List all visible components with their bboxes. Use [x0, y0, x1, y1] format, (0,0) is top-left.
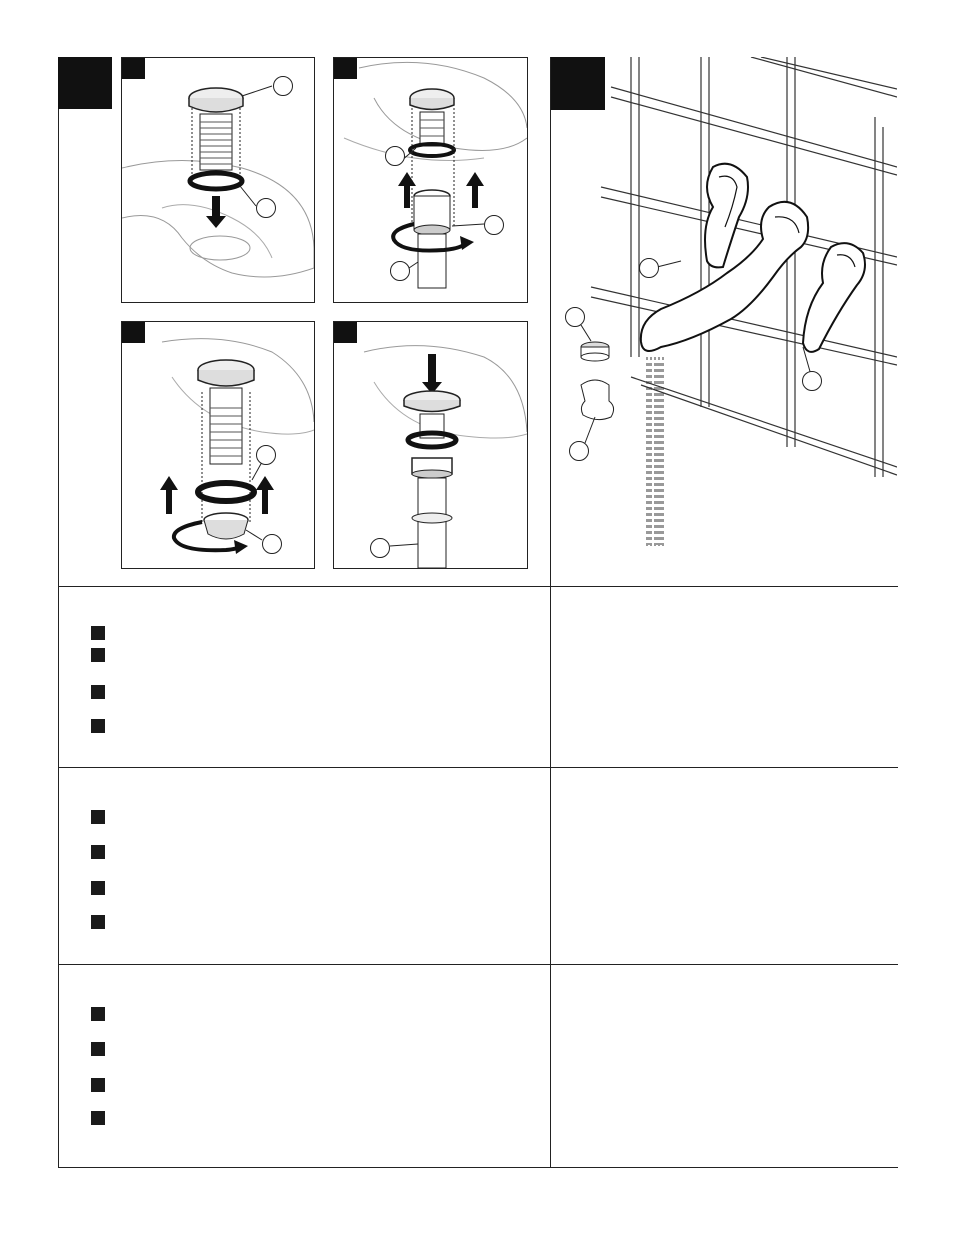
step-bullet-4 [91, 719, 105, 733]
step-bullet-3 [91, 685, 105, 699]
callout-circle-icon [565, 307, 585, 327]
step-bullet-1 [91, 1007, 105, 1021]
drain-assembly-illustration-3 [122, 322, 314, 568]
step-panel-1 [121, 57, 315, 303]
right-text-area-3 [551, 965, 897, 1166]
step-tab-3 [122, 322, 145, 343]
step-bullet-2 [91, 648, 105, 662]
arrow-up-icon [256, 476, 274, 514]
right-text-area-2 [551, 768, 897, 963]
right-text-area-1 [551, 587, 897, 766]
callout-circle-icon [484, 215, 504, 235]
callout-circle-icon [569, 441, 589, 461]
step-bullet-1 [91, 810, 105, 824]
faucet-illustration [551, 57, 897, 585]
wall-faucet-drawing [551, 57, 897, 585]
step-panel-2 [333, 57, 528, 303]
callout-circle-icon [390, 261, 410, 281]
callout-circle-icon [385, 146, 405, 166]
step-tab-4 [334, 322, 357, 343]
step-tab-2 [334, 58, 357, 79]
step-panel-3 [121, 321, 315, 569]
frame-bottom-border [58, 1167, 898, 1168]
callout-circle-icon [802, 371, 822, 391]
arrow-down-icon [422, 354, 442, 394]
step-bullet-3 [91, 1078, 105, 1092]
drain-assembly-illustration-4 [334, 322, 527, 568]
step-bullet-1 [91, 626, 105, 640]
step-panel-4 [333, 321, 528, 569]
instruction-block-2 [59, 768, 549, 963]
arrow-up-icon [160, 476, 178, 514]
instruction-block-3 [59, 965, 549, 1166]
arrow-down-icon [206, 196, 226, 228]
section-tab-left [58, 57, 112, 109]
callout-circle-icon [262, 534, 282, 554]
step-bullet-2 [91, 1042, 105, 1056]
step-bullet-2 [91, 845, 105, 859]
step-bullet-3 [91, 881, 105, 895]
step-bullet-4 [91, 915, 105, 929]
callout-circle-icon [639, 258, 659, 278]
step-bullet-4 [91, 1111, 105, 1125]
step-tab-1 [122, 58, 145, 79]
drain-assembly-illustration-2 [334, 58, 527, 302]
instruction-block-1 [59, 587, 549, 766]
callout-circle-icon [256, 198, 276, 218]
callout-circle-icon [370, 538, 390, 558]
arrow-up-icon [466, 172, 484, 208]
callout-circle-icon [256, 445, 276, 465]
arrow-up-icon [398, 172, 416, 208]
callout-circle-icon [273, 76, 293, 96]
